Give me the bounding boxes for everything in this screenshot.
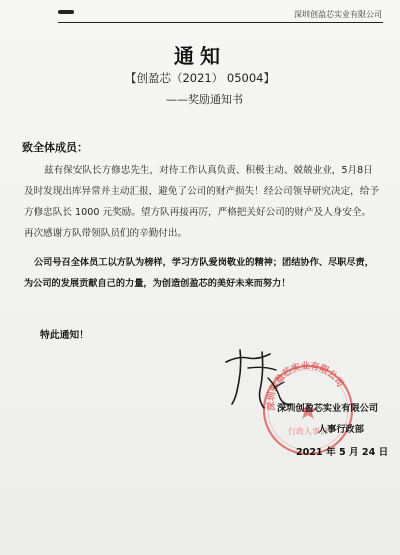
- header-company-name: 深圳创盈芯实业有限公司: [294, 10, 382, 19]
- signature-company: 深圳创盈芯实业有限公司: [277, 403, 379, 414]
- body-paragraph-2: 公司号召全体员工以方队为榜样，学习方队爱岗敬业的精神；团结协作、尽职尽责，为公司的发展贡献自己的力量，为创造创盈芯的美好未来而努力！: [24, 257, 374, 289]
- signature-department: 人事行政部: [318, 424, 364, 435]
- closing-line: 特此通知！: [40, 330, 89, 341]
- notice-subtitle: ——奖励通知书: [166, 93, 243, 106]
- greeting: 致全体成员：: [22, 141, 88, 154]
- header-logo-mark: [58, 10, 74, 14]
- seal-text: 深圳创盈芯实业有限公司: [266, 361, 345, 412]
- body-paragraph-1: 兹有保安队长方修忠先生，对待工作认真负责、积极主动、兢兢业业，5月8日及时发现出库异常并主动汇报，避免了公司的财产损失！经公司领导研究决定，给予方修忠队长 1000 元奖励。望方队再接再厉，严格把关好公司的财产及人身安全。再次感谢方队带领队员们的辛勤付出。: [24, 165, 379, 239]
- signature-date: 2021 年 5 月 24 日: [296, 447, 389, 458]
- document-number: 【创盈芯（2021） 05004】: [124, 71, 275, 85]
- notice-title: 通知: [174, 44, 226, 68]
- svg-text:行政人事部: 行政人事部: [288, 427, 328, 436]
